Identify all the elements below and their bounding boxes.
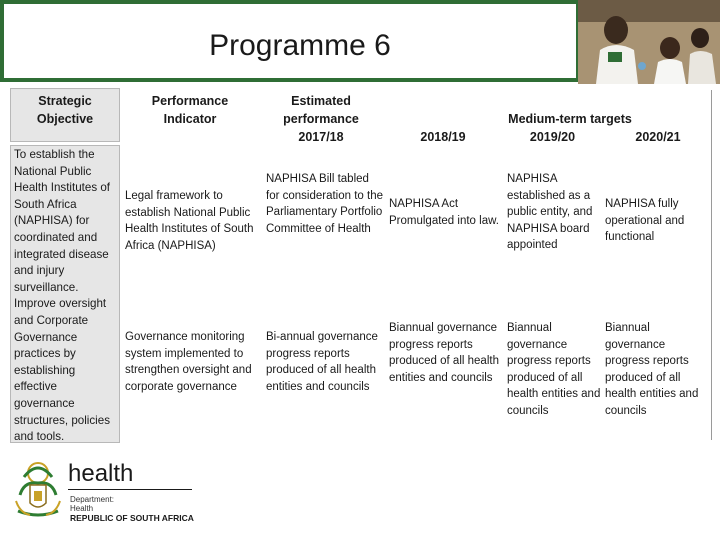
header-year-2019-20: 2019/20 xyxy=(529,130,576,144)
header-year-2018-19: 2018/19 xyxy=(420,130,466,144)
coat-of-arms-icon xyxy=(16,463,60,515)
header-year-2020-21: 2020/21 xyxy=(635,130,681,144)
row1-indicator: Legal framework to establish National Public Health Institutes of South Africa (NAPHISA) xyxy=(125,190,254,252)
strategic-objective-text: To establish the National Public Health Institutes of South Africa (NAPHISA) for coordinated and integrated disease and injury surveillance. Improve oversight and Corporate Governance practices by establishing effective governance structures, policies and tools. xyxy=(14,148,111,444)
header-estimated-performance: Estimated performance 2017/18 xyxy=(283,94,359,144)
row2-2019-20: Biannual governance progress reports produced of all health entities and councils xyxy=(507,322,601,417)
footer-dept-line1: Department: xyxy=(70,495,115,504)
row2-2020-21: Biannual governance progress reports produced of all health entities and councils xyxy=(605,322,699,417)
row1-2018-19: NAPHISA Act Promulgated into law. xyxy=(389,198,499,227)
footer-brand: health xyxy=(68,460,134,487)
row2-indicator: Governance monitoring system implemented to strengthen oversight and corporate governance xyxy=(125,331,252,393)
row2-estimated: Bi-annual governance progress reports produced of all health entities and councils xyxy=(266,331,378,393)
slide-title: Programme 6 xyxy=(209,29,391,62)
table-right-border xyxy=(711,90,712,440)
row1-2019-20: NAPHISA established as a public entity, and NAPHISA board appointed xyxy=(507,173,593,252)
header-performance-indicator: Performance Indicator xyxy=(151,94,229,126)
footer-dept-line2: Health xyxy=(70,504,94,513)
row2-2018-19: Biannual governance progress reports produced of all health entities and councils xyxy=(389,322,499,384)
row1-2020-21: NAPHISA fully operational and functional xyxy=(605,198,685,244)
header-strategic-objective: Strategic Objective xyxy=(36,94,94,126)
row1-estimated: NAPHISA Bill tabled for consideration to the Parliamentary Portfolio Committee of Health xyxy=(266,173,383,235)
header-medium-term-targets: Medium-term targets xyxy=(508,112,632,126)
footer-dept-line3: REPUBLIC OF SOUTH AFRICA xyxy=(70,513,194,523)
header-photo xyxy=(578,0,720,84)
department-logo xyxy=(10,455,200,532)
